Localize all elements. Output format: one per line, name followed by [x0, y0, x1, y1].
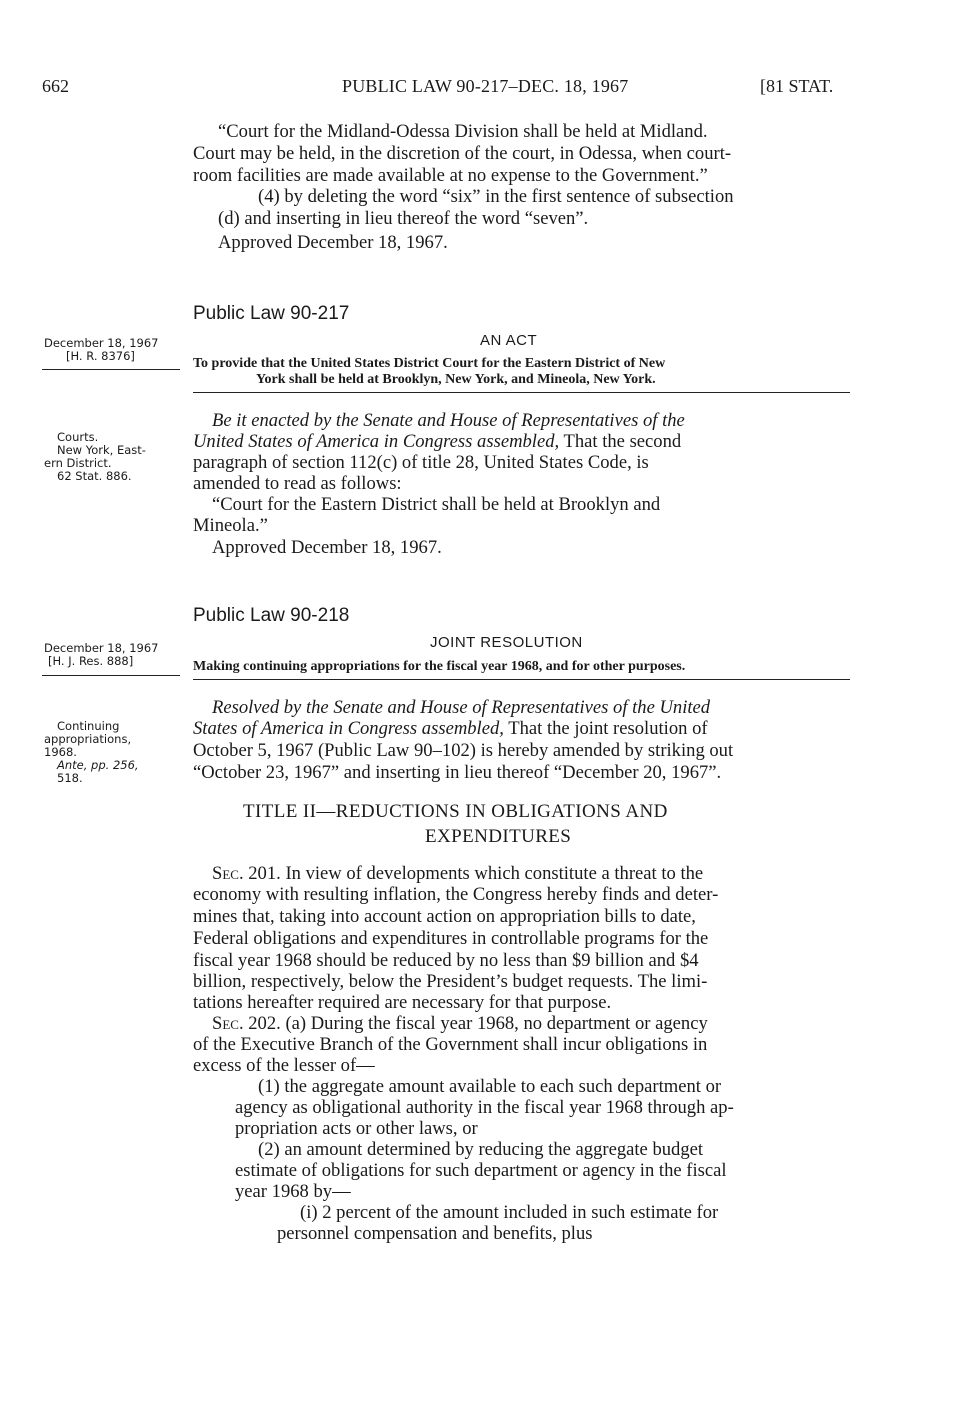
margin-note: Continuing	[57, 719, 120, 733]
enacting-clause-italic: United States of America in Congress assembled,	[193, 431, 560, 452]
subclause-line: personnel compensation and benefits, plus	[277, 1223, 593, 1244]
section-202-first-line	[212, 1013, 708, 1034]
quoted-text: Mineola.”	[193, 515, 268, 536]
body-line: paragraph of section 112(c) of title 28, United States Code, is	[193, 452, 649, 473]
body-line: Court may be held, in the discretion of the court, in Odessa, when court-	[193, 143, 732, 164]
enacting-clause: Be it enacted by the Senate and House of Representatives of the	[212, 410, 685, 431]
body-line: “Court for the Midland-Odessa Division shall be held at Midland.	[218, 121, 708, 142]
margin-date: December 18, 1967	[44, 336, 159, 350]
body-line: (d) and inserting in lieu thereof the word “seven”.	[218, 208, 589, 229]
margin-note: ern District.	[44, 456, 112, 470]
clause-line: (2) an amount determined by reducing the aggregate budget	[258, 1139, 704, 1160]
act-label: AN ACT	[480, 332, 538, 349]
margin-note: appropriations,	[44, 732, 132, 746]
running-head: PUBLIC LAW 90-217–DEC. 18, 1967	[342, 76, 629, 96]
body-line: Federal obligations and expenditures in controllable programs for the	[193, 928, 709, 949]
enacting-clause-text: That the second	[559, 431, 682, 452]
purpose-line: Making continuing appropriations for the fiscal year 1968, and for other purposes.	[193, 659, 686, 674]
margin-note: 62 Stat. 886.	[57, 469, 132, 483]
title-heading-line2: EXPENDITURES	[425, 826, 572, 847]
margin-note: New York, East-	[57, 443, 146, 457]
clause-line: estimate of obligations for such department or agency in the fiscal	[235, 1160, 727, 1181]
section-label: Sec. 201.	[212, 863, 281, 884]
margin-date: December 18, 1967	[44, 641, 159, 655]
clause-line: year 1968 by—	[235, 1181, 351, 1202]
purpose-line: To provide that the United States District Court for the Eastern District of New	[193, 356, 666, 371]
body-line: fiscal year 1968 should be reduced by no less than $9 billion and $4	[193, 950, 699, 971]
statute-reference: [81 STAT.	[760, 76, 834, 96]
margin-bill-ref: [H. J. Res. 888]	[48, 654, 134, 668]
act-rule	[193, 679, 850, 680]
purpose-line: York shall be held at Brooklyn, New York, and Mineola, New York.	[256, 372, 656, 387]
body-line: billion, respectively, below the President’s budget requests. The limi-	[193, 971, 708, 992]
margin-rule	[42, 675, 180, 676]
public-law-title: Public Law 90-218	[193, 605, 350, 626]
page-number: 662	[42, 76, 69, 96]
approval-line: Approved December 18, 1967.	[212, 537, 442, 558]
body-line: tations hereafter required are necessary for that purpose.	[193, 992, 612, 1013]
quoted-text: “Court for the Eastern District shall be held at Brooklyn and	[212, 494, 661, 515]
clause-line: agency as obligational authority in the fiscal year 1968 through ap-	[235, 1097, 734, 1118]
title-heading: TITLE II—REDUCTIONS IN OBLIGATIONS AND	[243, 801, 668, 822]
body-line: amended to read as follows:	[193, 473, 402, 494]
body-line: room facilities are made available at no expense to the Government.”	[193, 165, 708, 186]
section-label: Sec. 202.	[212, 1013, 281, 1034]
clause-line: propriation acts or other laws, or	[235, 1118, 478, 1139]
section-text: In view of developments which constitute a threat to the	[280, 863, 704, 884]
resolving-clause-text: That the joint resolution of	[503, 718, 708, 739]
act-rule	[193, 392, 850, 393]
margin-rule	[42, 369, 180, 370]
clause-line: (1) the aggregate amount available to each such department or	[258, 1076, 722, 1097]
margin-note: 518.	[57, 771, 83, 785]
body-line: of the Executive Branch of the Government shall incur obligations in	[193, 1034, 708, 1055]
body-line: economy with resulting inflation, the Congress hereby finds and deter-	[193, 884, 719, 905]
body-line: mines that, taking into account action on appropriation bills to date,	[193, 906, 696, 927]
body-line: excess of the lesser of—	[193, 1055, 375, 1076]
subclause-line: (i) 2 percent of the amount included in such estimate for	[300, 1202, 719, 1223]
body-line: (4) by deleting the word “six” in the first sentence of subsection	[258, 186, 734, 207]
section-201-first-line	[212, 863, 703, 884]
public-law-title: Public Law 90-217	[193, 303, 350, 324]
enacting-clause-line	[193, 431, 681, 452]
section-text: (a) During the fiscal year 1968, no department or agency	[280, 1013, 708, 1034]
margin-note: 1968.	[44, 745, 77, 759]
body-line: October 5, 1967 (Public Law 90–102) is hereby amended by striking out	[193, 740, 734, 761]
body-line: “October 23, 1967” and inserting in lieu thereof “December 20, 1967”.	[193, 762, 722, 783]
margin-note: Ante, pp. 256,	[57, 758, 139, 772]
resolving-clause: Resolved by the Senate and House of Representatives of the United	[212, 697, 711, 718]
margin-bill-ref: [H. R. 8376]	[66, 349, 135, 363]
joint-resolution-label: JOINT RESOLUTION	[430, 634, 583, 651]
approval-line: Approved December 18, 1967.	[218, 232, 448, 253]
margin-note: Courts.	[57, 430, 99, 444]
resolving-clause-italic: States of America in Congress assembled,	[193, 718, 504, 739]
resolving-clause-line	[193, 718, 708, 739]
